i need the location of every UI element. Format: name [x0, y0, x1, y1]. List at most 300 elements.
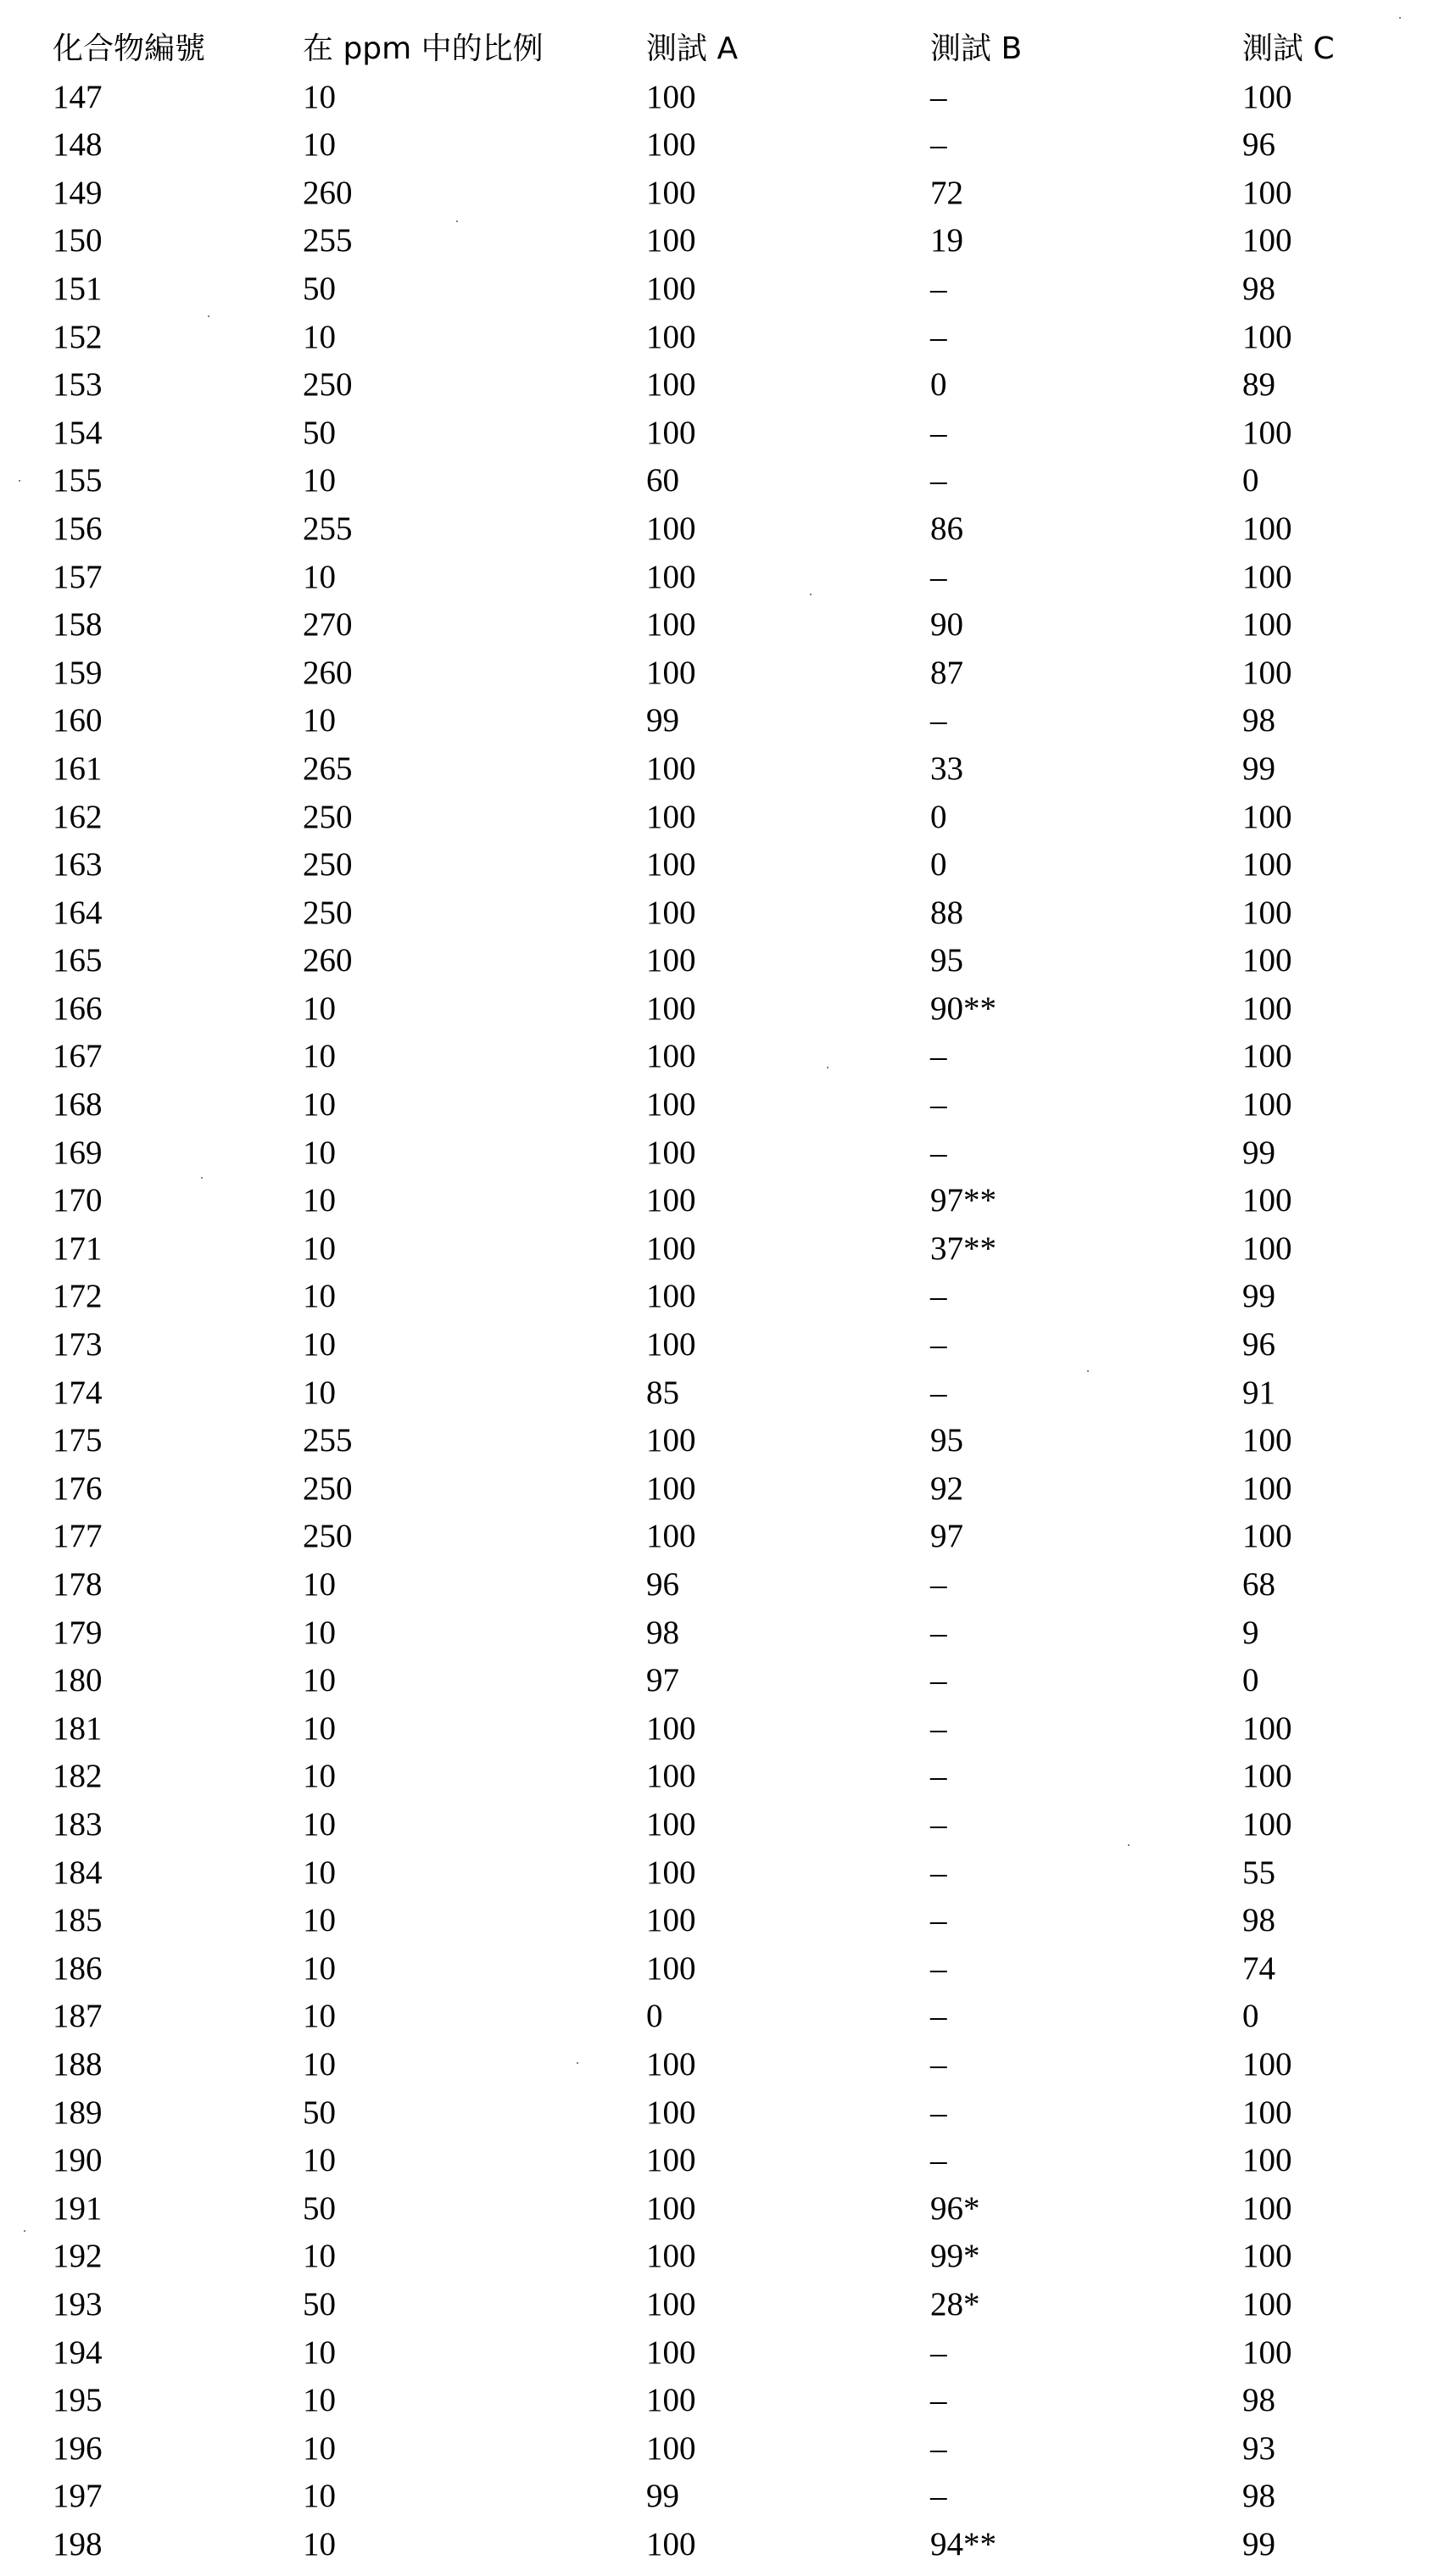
cell-ppm-ratio: 50: [303, 2189, 336, 2227]
cell-test-c: 100: [1242, 1709, 1292, 1747]
cell-ppm-ratio: 50: [303, 2094, 336, 2131]
cell-compound-number: 155: [53, 462, 103, 499]
cell-compound-number: 148: [53, 126, 103, 164]
header-ppm-ratio: 在 ppm 中的比例: [303, 31, 544, 66]
table-row: [0, 1801, 1456, 1849]
cell-test-a: 100: [646, 1854, 696, 1891]
cell-test-c: 68: [1242, 1566, 1275, 1603]
cell-test-b: –: [930, 702, 947, 739]
cell-test-b: 37**: [930, 1230, 996, 1267]
table-row: [0, 554, 1456, 602]
cell-ppm-ratio: 10: [303, 2045, 336, 2083]
cell-ppm-ratio: 10: [303, 2478, 336, 2515]
table-row: [0, 1561, 1456, 1609]
cell-test-b: –: [930, 1949, 947, 1987]
cell-test-b: 0: [930, 798, 947, 835]
cell-compound-number: 153: [53, 366, 103, 404]
cell-test-b: 28*: [930, 2285, 980, 2323]
cell-ppm-ratio: 250: [303, 1470, 353, 1507]
cell-compound-number: 187: [53, 1998, 103, 2035]
cell-test-b: –: [930, 1902, 947, 1939]
cell-test-b: –: [930, 1805, 947, 1843]
cell-test-c: 0: [1242, 1662, 1259, 1699]
cell-compound-number: 181: [53, 1709, 103, 1747]
cell-test-c: 100: [1242, 846, 1292, 884]
cell-ppm-ratio: 10: [303, 1182, 336, 1219]
cell-compound-number: 192: [53, 2238, 103, 2275]
cell-test-c: 100: [1242, 510, 1292, 547]
cell-test-a: 100: [646, 1518, 696, 1555]
cell-test-c: 98: [1242, 270, 1275, 307]
cell-compound-number: 175: [53, 1422, 103, 1459]
cell-compound-number: 150: [53, 222, 103, 259]
cell-ppm-ratio: 10: [303, 1134, 336, 1171]
cell-test-c: 100: [1242, 1422, 1292, 1459]
cell-test-a: 85: [646, 1374, 679, 1411]
results-table: [0, 25, 1456, 2568]
cell-test-c: 100: [1242, 2238, 1292, 2275]
scan-speck: [1087, 1370, 1089, 1372]
cell-test-c: 0: [1242, 462, 1259, 499]
cell-test-a: 99: [646, 2478, 679, 2515]
cell-test-b: –: [930, 1998, 947, 2035]
table-row: [0, 505, 1456, 554]
cell-test-a: 100: [646, 510, 696, 547]
cell-test-b: 0: [930, 366, 947, 404]
cell-test-b: 95: [930, 942, 963, 979]
table-row: [0, 2425, 1456, 2473]
cell-compound-number: 170: [53, 1182, 103, 1219]
cell-compound-number: 194: [53, 2334, 103, 2371]
cell-compound-number: 158: [53, 606, 103, 644]
cell-compound-number: 167: [53, 1038, 103, 1075]
cell-compound-number: 198: [53, 2525, 103, 2563]
cell-test-a: 100: [646, 174, 696, 211]
cell-compound-number: 164: [53, 894, 103, 931]
cell-compound-number: 157: [53, 558, 103, 595]
table-row: [0, 890, 1456, 938]
cell-test-c: 100: [1242, 1518, 1292, 1555]
cell-test-a: 100: [646, 414, 696, 451]
cell-ppm-ratio: 260: [303, 942, 353, 979]
cell-test-c: 100: [1242, 2094, 1292, 2131]
scan-speck: [201, 1177, 203, 1179]
cell-ppm-ratio: 250: [303, 798, 353, 835]
table-row: [0, 1897, 1456, 1945]
cell-test-c: 100: [1242, 2285, 1292, 2323]
cell-ppm-ratio: 10: [303, 1662, 336, 1699]
table-row: [0, 1753, 1456, 1801]
cell-test-a: 100: [646, 1422, 696, 1459]
cell-compound-number: 183: [53, 1805, 103, 1843]
cell-test-c: 100: [1242, 654, 1292, 691]
table-row: [0, 1129, 1456, 1178]
cell-compound-number: 163: [53, 846, 103, 884]
cell-compound-number: 152: [53, 318, 103, 355]
cell-test-b: –: [930, 462, 947, 499]
table-row: [0, 314, 1456, 362]
header-compound-number: 化合物編號: [53, 31, 206, 66]
cell-test-c: 99: [1242, 2525, 1275, 2563]
table-row: [0, 74, 1456, 122]
cell-test-c: 99: [1242, 1278, 1275, 1315]
cell-compound-number: 159: [53, 654, 103, 691]
table-row: [0, 650, 1456, 698]
cell-ppm-ratio: 10: [303, 1326, 336, 1364]
cell-test-a: 100: [646, 654, 696, 691]
cell-test-b: –: [930, 2429, 947, 2467]
cell-ppm-ratio: 260: [303, 174, 353, 211]
table-row: [0, 2473, 1456, 2521]
cell-test-a: 100: [646, 606, 696, 644]
cell-ppm-ratio: 50: [303, 414, 336, 451]
cell-test-b: –: [930, 126, 947, 164]
cell-test-c: 100: [1242, 990, 1292, 1027]
cell-compound-number: 154: [53, 414, 103, 451]
cell-test-b: –: [930, 1326, 947, 1364]
table-row: [0, 794, 1456, 842]
cell-compound-number: 190: [53, 2142, 103, 2179]
cell-test-b: –: [930, 558, 947, 595]
cell-test-b: 97: [930, 1518, 963, 1555]
cell-test-c: 89: [1242, 366, 1275, 404]
cell-compound-number: 179: [53, 1614, 103, 1651]
table-row: [0, 2041, 1456, 2089]
cell-test-b: –: [930, 2334, 947, 2371]
scan-speck: [208, 315, 209, 317]
cell-test-b: –: [930, 318, 947, 355]
cell-test-c: 96: [1242, 126, 1275, 164]
cell-compound-number: 161: [53, 750, 103, 787]
cell-ppm-ratio: 250: [303, 1518, 353, 1555]
cell-compound-number: 166: [53, 990, 103, 1027]
header-test-a: 測試 A: [646, 31, 739, 66]
table-row: [0, 1321, 1456, 1369]
cell-compound-number: 160: [53, 702, 103, 739]
cell-ppm-ratio: 10: [303, 462, 336, 499]
cell-compound-number: 197: [53, 2478, 103, 2515]
cell-test-a: 100: [646, 1134, 696, 1171]
cell-test-c: 99: [1242, 1134, 1275, 1171]
cell-test-b: 92: [930, 1470, 963, 1507]
cell-ppm-ratio: 10: [303, 1038, 336, 1075]
cell-test-c: 91: [1242, 1374, 1275, 1411]
cell-ppm-ratio: 10: [303, 126, 336, 164]
scan-speck: [810, 594, 812, 595]
cell-ppm-ratio: 10: [303, 1854, 336, 1891]
cell-compound-number: 174: [53, 1374, 103, 1411]
table-row: [0, 1849, 1456, 1898]
cell-test-b: –: [930, 1086, 947, 1124]
cell-compound-number: 147: [53, 78, 103, 115]
table-row: [0, 841, 1456, 890]
table-row: [0, 2281, 1456, 2329]
cell-test-b: –: [930, 2142, 947, 2179]
cell-test-b: –: [930, 1566, 947, 1603]
cell-compound-number: 182: [53, 1758, 103, 1795]
cell-test-c: 0: [1242, 1998, 1259, 2035]
cell-test-a: 100: [646, 1326, 696, 1364]
table-row: [0, 1993, 1456, 2041]
cell-test-b: –: [930, 1374, 947, 1411]
cell-ppm-ratio: 50: [303, 2285, 336, 2323]
cell-ppm-ratio: 255: [303, 222, 353, 259]
cell-test-b: 97**: [930, 1182, 996, 1219]
cell-test-c: 100: [1242, 606, 1292, 644]
table-row: [0, 1273, 1456, 1321]
table-row: [0, 170, 1456, 218]
cell-test-b: 87: [930, 654, 963, 691]
cell-test-b: –: [930, 1709, 947, 1747]
cell-test-c: 98: [1242, 702, 1275, 739]
cell-ppm-ratio: 10: [303, 2334, 336, 2371]
cell-ppm-ratio: 10: [303, 1949, 336, 1987]
table-row: [0, 1081, 1456, 1129]
cell-test-c: 100: [1242, 942, 1292, 979]
scan-speck: [19, 480, 20, 482]
cell-test-a: 100: [646, 126, 696, 164]
table-row: [0, 1513, 1456, 1561]
cell-test-b: –: [930, 1134, 947, 1171]
cell-ppm-ratio: 10: [303, 1374, 336, 1411]
cell-test-b: 94**: [930, 2525, 996, 2563]
cell-test-c: 100: [1242, 2045, 1292, 2083]
cell-compound-number: 178: [53, 1566, 103, 1603]
cell-test-b: 99*: [930, 2238, 980, 2275]
cell-ppm-ratio: 10: [303, 1086, 336, 1124]
cell-test-b: 19: [930, 222, 963, 259]
cell-test-b: 33: [930, 750, 963, 787]
cell-test-a: 0: [646, 1998, 663, 2035]
cell-ppm-ratio: 260: [303, 654, 353, 691]
cell-compound-number: 185: [53, 1902, 103, 1939]
table-row: [0, 697, 1456, 745]
scan-speck: [24, 2230, 25, 2232]
table-row: [0, 2377, 1456, 2425]
cell-test-c: 100: [1242, 1230, 1292, 1267]
cell-test-c: 100: [1242, 1038, 1292, 1075]
cell-ppm-ratio: 10: [303, 2238, 336, 2275]
cell-ppm-ratio: 10: [303, 558, 336, 595]
cell-compound-number: 165: [53, 942, 103, 979]
cell-test-a: 100: [646, 1902, 696, 1939]
cell-test-b: 88: [930, 894, 963, 931]
cell-ppm-ratio: 10: [303, 2382, 336, 2419]
cell-test-c: 98: [1242, 1902, 1275, 1939]
table-row: [0, 217, 1456, 265]
cell-compound-number: 176: [53, 1470, 103, 1507]
cell-test-c: 100: [1242, 78, 1292, 115]
table-row: [0, 2329, 1456, 2378]
table-row: [0, 121, 1456, 170]
cell-test-b: –: [930, 1854, 947, 1891]
cell-compound-number: 151: [53, 270, 103, 307]
cell-test-c: 100: [1242, 1805, 1292, 1843]
cell-test-a: 60: [646, 462, 679, 499]
cell-ppm-ratio: 10: [303, 2142, 336, 2179]
table-row: [0, 361, 1456, 410]
cell-test-c: 100: [1242, 174, 1292, 211]
cell-test-a: 100: [646, 1278, 696, 1315]
cell-test-c: 100: [1242, 1182, 1292, 1219]
cell-ppm-ratio: 250: [303, 366, 353, 404]
cell-test-c: 100: [1242, 318, 1292, 355]
cell-compound-number: 189: [53, 2094, 103, 2131]
cell-test-a: 100: [646, 222, 696, 259]
cell-test-c: 100: [1242, 1758, 1292, 1795]
cell-test-b: 72: [930, 174, 963, 211]
cell-test-a: 100: [646, 846, 696, 884]
cell-test-c: 100: [1242, 222, 1292, 259]
cell-test-c: 100: [1242, 2142, 1292, 2179]
cell-test-c: 100: [1242, 414, 1292, 451]
cell-ppm-ratio: 10: [303, 2429, 336, 2467]
cell-compound-number: 193: [53, 2285, 103, 2323]
table-row: [0, 985, 1456, 1034]
cell-compound-number: 191: [53, 2189, 103, 2227]
cell-test-c: 98: [1242, 2382, 1275, 2419]
header-test-b: 測試 B: [930, 31, 1023, 66]
cell-compound-number: 180: [53, 1662, 103, 1699]
cell-ppm-ratio: 10: [303, 1902, 336, 1939]
cell-compound-number: 172: [53, 1278, 103, 1315]
cell-test-a: 100: [646, 2094, 696, 2131]
cell-test-b: –: [930, 2382, 947, 2419]
table-row: [0, 2233, 1456, 2281]
cell-test-c: 100: [1242, 2189, 1292, 2227]
cell-test-a: 100: [646, 2382, 696, 2419]
cell-test-a: 100: [646, 2142, 696, 2179]
cell-test-b: –: [930, 270, 947, 307]
cell-test-c: 96: [1242, 1326, 1275, 1364]
cell-ppm-ratio: 10: [303, 990, 336, 1027]
cell-test-a: 100: [646, 1182, 696, 1219]
table-row: [0, 265, 1456, 314]
cell-test-a: 100: [646, 366, 696, 404]
cell-test-b: 86: [930, 510, 963, 547]
table-row: [0, 1417, 1456, 1465]
cell-test-b: –: [930, 1662, 947, 1699]
cell-test-c: 100: [1242, 894, 1292, 931]
cell-test-a: 100: [646, 2525, 696, 2563]
cell-test-a: 100: [646, 894, 696, 931]
cell-ppm-ratio: 10: [303, 1230, 336, 1267]
cell-test-c: 99: [1242, 750, 1275, 787]
cell-compound-number: 168: [53, 1086, 103, 1124]
scan-speck: [827, 1067, 828, 1068]
cell-compound-number: 149: [53, 174, 103, 211]
cell-ppm-ratio: 10: [303, 1998, 336, 2035]
cell-ppm-ratio: 10: [303, 1709, 336, 1747]
cell-ppm-ratio: 10: [303, 78, 336, 115]
cell-test-a: 100: [646, 2189, 696, 2227]
cell-test-b: –: [930, 1278, 947, 1315]
cell-test-b: –: [930, 1038, 947, 1075]
cell-test-c: 9: [1242, 1614, 1259, 1651]
table-row: [0, 1465, 1456, 1514]
cell-test-c: 100: [1242, 2334, 1292, 2371]
cell-ppm-ratio: 250: [303, 894, 353, 931]
table-row: [0, 1033, 1456, 1081]
cell-test-b: 95: [930, 1422, 963, 1459]
cell-test-c: 100: [1242, 798, 1292, 835]
header-test-c: 測試 C: [1242, 31, 1335, 66]
cell-test-b: –: [930, 414, 947, 451]
cell-compound-number: 171: [53, 1230, 103, 1267]
cell-test-c: 55: [1242, 1854, 1275, 1891]
cell-test-a: 100: [646, 750, 696, 787]
cell-test-a: 100: [646, 990, 696, 1027]
table-row: [0, 937, 1456, 985]
cell-test-a: 100: [646, 1949, 696, 1987]
cell-test-b: 96*: [930, 2189, 980, 2227]
cell-test-a: 100: [646, 2334, 696, 2371]
table-row: [0, 1177, 1456, 1225]
scan-speck: [1399, 17, 1401, 19]
cell-test-a: 100: [646, 2429, 696, 2467]
cell-ppm-ratio: 10: [303, 1805, 336, 1843]
cell-compound-number: 156: [53, 510, 103, 547]
table-row: [0, 410, 1456, 458]
cell-ppm-ratio: 10: [303, 318, 336, 355]
cell-test-c: 98: [1242, 2478, 1275, 2515]
cell-test-a: 100: [646, 2285, 696, 2323]
cell-ppm-ratio: 250: [303, 846, 353, 884]
cell-test-a: 100: [646, 942, 696, 979]
cell-ppm-ratio: 255: [303, 1422, 353, 1459]
cell-test-b: –: [930, 2478, 947, 2515]
cell-test-a: 100: [646, 558, 696, 595]
cell-test-b: –: [930, 78, 947, 115]
cell-test-b: 90**: [930, 990, 996, 1027]
cell-ppm-ratio: 10: [303, 702, 336, 739]
cell-ppm-ratio: 50: [303, 270, 336, 307]
cell-ppm-ratio: 10: [303, 1566, 336, 1603]
cell-test-b: 0: [930, 846, 947, 884]
cell-test-b: 90: [930, 606, 963, 644]
table-body: [0, 74, 1456, 2569]
table-row: [0, 745, 1456, 794]
cell-test-a: 99: [646, 702, 679, 739]
cell-ppm-ratio: 265: [303, 750, 353, 787]
cell-compound-number: 188: [53, 2045, 103, 2083]
table-row: [0, 1225, 1456, 1274]
cell-test-a: 100: [646, 1230, 696, 1267]
table-row: [0, 1657, 1456, 1705]
cell-compound-number: 186: [53, 1949, 103, 1987]
table-row: [0, 2185, 1456, 2234]
scan-speck: [1128, 1844, 1130, 1846]
cell-test-a: 100: [646, 1805, 696, 1843]
cell-compound-number: 184: [53, 1854, 103, 1891]
cell-compound-number: 173: [53, 1326, 103, 1364]
cell-test-a: 100: [646, 1758, 696, 1795]
cell-test-c: 100: [1242, 558, 1292, 595]
cell-test-b: –: [930, 2094, 947, 2131]
cell-test-a: 97: [646, 1662, 679, 1699]
cell-test-c: 100: [1242, 1470, 1292, 1507]
cell-test-a: 100: [646, 1086, 696, 1124]
cell-test-b: –: [930, 2045, 947, 2083]
cell-compound-number: 196: [53, 2429, 103, 2467]
cell-ppm-ratio: 255: [303, 510, 353, 547]
table-row: [0, 601, 1456, 650]
table-row: [0, 1945, 1456, 1994]
table-row: [0, 457, 1456, 505]
cell-compound-number: 177: [53, 1518, 103, 1555]
cell-test-c: 93: [1242, 2429, 1275, 2467]
cell-ppm-ratio: 10: [303, 1278, 336, 1315]
